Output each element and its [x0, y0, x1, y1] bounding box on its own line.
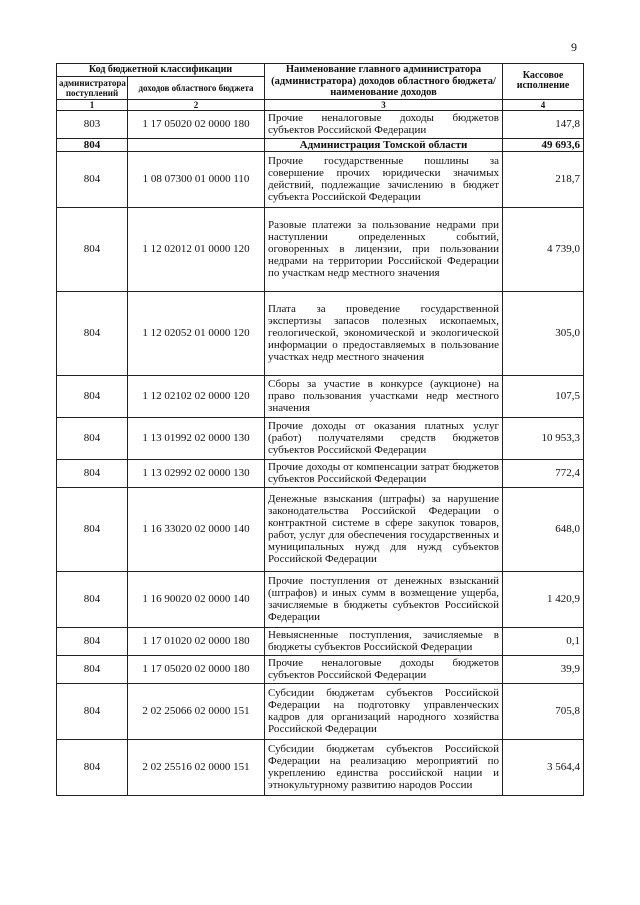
table-row — [57, 627, 584, 655]
revenue-code-cell: 1 12 02012 01 0000 120 — [128, 207, 265, 291]
header-execution: Кассовое исполнение — [503, 64, 584, 100]
table-row — [57, 683, 584, 739]
revenue-code-cell: 1 12 02102 02 0000 120 — [128, 375, 265, 417]
table-row — [57, 138, 584, 151]
amount-cell: 0,1 — [503, 627, 584, 655]
header-classification-code: Код бюджетной классификации — [57, 64, 265, 77]
admin-code-cell: 804 — [57, 417, 128, 459]
admin-code-cell: 804 — [57, 487, 128, 571]
amount-cell: 49 693,6 — [503, 138, 584, 151]
revenue-code-cell — [128, 138, 265, 151]
amount-cell: 147,8 — [503, 110, 584, 138]
admin-code-cell: 804 — [57, 375, 128, 417]
revenue-code-cell: 1 13 01992 02 0000 130 — [128, 417, 265, 459]
table-row — [57, 739, 584, 795]
amount-cell: 648,0 — [503, 487, 584, 571]
table-row — [57, 655, 584, 683]
revenue-name-cell: Разовые платежи за пользование недрами при наступлении определенных событий, оговоренных в лицензии, при пользовании недрами на территории Российской Федерации по участкам недр местного значения — [265, 207, 503, 291]
revenue-name-cell: Прочие неналоговые доходы бюджетов субъектов Российской Федерации — [265, 655, 503, 683]
table-body — [57, 110, 584, 795]
revenue-name-cell: Плата за проведение государственной экспертизы запасов полезных ископаемых, геологической, экономической и экологической информации о предоставляемых в пользование участках недр местного значения — [265, 291, 503, 375]
amount-cell: 705,8 — [503, 683, 584, 739]
revenue-code-cell: 1 12 02052 01 0000 120 — [128, 291, 265, 375]
admin-code-cell: 804 — [57, 739, 128, 795]
revenue-name-cell: Прочие поступления от денежных взысканий (штрафов) и иных сумм в возмещение ущерба, зачисляемые в бюджеты субъектов Российской Федерации — [265, 571, 503, 627]
revenue-code-cell: 1 16 90020 02 0000 140 — [128, 571, 265, 627]
amount-cell: 10 953,3 — [503, 417, 584, 459]
revenue-code-cell: 1 17 01020 02 0000 180 — [128, 627, 265, 655]
table-row — [57, 487, 584, 571]
page-number: 9 — [571, 40, 577, 54]
revenue-name-cell: Денежные взыскания (штрафы) за нарушение законодательства Российской Федерации о контрактной системе в сфере закупок товаров, работ, услуг для обеспечения государственных и муниципальных нужд для нужд субъектов Российской Федерации — [265, 487, 503, 571]
header-col-number: 2 — [128, 99, 265, 110]
table-row — [57, 151, 584, 207]
revenue-code-cell: 1 16 33020 02 0000 140 — [128, 487, 265, 571]
amount-cell: 218,7 — [503, 151, 584, 207]
revenue-name-cell: Прочие государственные пошлины за совершение прочих юридически значимых действий, подлежащие зачислению в бюджет субъекта Российской Федерации — [265, 151, 503, 207]
admin-code-cell: 804 — [57, 683, 128, 739]
admin-code-cell: 804 — [57, 138, 128, 151]
header-col-number: 4 — [503, 99, 584, 110]
admin-code-cell: 804 — [57, 655, 128, 683]
table-row — [57, 571, 584, 627]
amount-cell: 1 420,9 — [503, 571, 584, 627]
revenue-name-cell: Субсидии бюджетам субъектов Российской Федерации на подготовку управленческих кадров для организаций народного хозяйства Российской Федерации — [265, 683, 503, 739]
admin-code-cell: 804 — [57, 207, 128, 291]
admin-code-cell: 804 — [57, 571, 128, 627]
revenue-code-cell: 2 02 25516 02 0000 151 — [128, 739, 265, 795]
amount-cell: 4 739,0 — [503, 207, 584, 291]
revenue-name-cell: Невыясненные поступления, зачисляемые в бюджеты субъектов Российской Федерации — [265, 627, 503, 655]
revenue-name-cell: Субсидии бюджетам субъектов Российской Федерации на реализацию мероприятий по укреплению единства российской нации и этнокультурному развитию народов России — [265, 739, 503, 795]
amount-cell: 772,4 — [503, 459, 584, 487]
header-col-number: 3 — [265, 99, 503, 110]
header-col-number: 1 — [57, 99, 128, 110]
budget-table — [56, 63, 584, 796]
amount-cell: 3 564,4 — [503, 739, 584, 795]
table-row — [57, 375, 584, 417]
revenue-name-cell: Прочие доходы от оказания платных услуг (работ) получателями средств бюджетов субъектов Российской Федерации — [265, 417, 503, 459]
revenue-code-cell: 2 02 25066 02 0000 151 — [128, 683, 265, 739]
revenue-code-cell: 1 17 05020 02 0000 180 — [128, 110, 265, 138]
header-admin: администратора поступлений — [57, 76, 128, 99]
amount-cell: 39,9 — [503, 655, 584, 683]
revenue-name-cell: Прочие неналоговые доходы бюджетов субъектов Российской Федерации — [265, 110, 503, 138]
admin-code-cell: 804 — [57, 627, 128, 655]
table-row — [57, 459, 584, 487]
admin-code-cell: 803 — [57, 110, 128, 138]
revenue-code-cell: 1 08 07300 01 0000 110 — [128, 151, 265, 207]
revenue-name-cell: Прочие доходы от компенсации затрат бюджетов субъектов Российской Федерации — [265, 459, 503, 487]
header-name: Наименование главного администратора (администратора) доходов областного бюджета/ наименование доходов — [265, 64, 503, 100]
admin-code-cell: 804 — [57, 291, 128, 375]
revenue-code-cell: 1 17 05020 02 0000 180 — [128, 655, 265, 683]
admin-code-cell: 804 — [57, 459, 128, 487]
table-row — [57, 110, 584, 138]
admin-code-cell: 804 — [57, 151, 128, 207]
header-revenue: доходов областного бюджета — [128, 76, 265, 99]
amount-cell: 305,0 — [503, 291, 584, 375]
table-row — [57, 291, 584, 375]
table-header — [57, 64, 584, 111]
administrator-name-cell: Администрация Томской области — [265, 138, 503, 151]
table-row — [57, 207, 584, 291]
amount-cell: 107,5 — [503, 375, 584, 417]
revenue-code-cell: 1 13 02992 02 0000 130 — [128, 459, 265, 487]
revenue-name-cell: Сборы за участие в конкурсе (аукционе) на право пользования участками недр местного значения — [265, 375, 503, 417]
table-row — [57, 417, 584, 459]
